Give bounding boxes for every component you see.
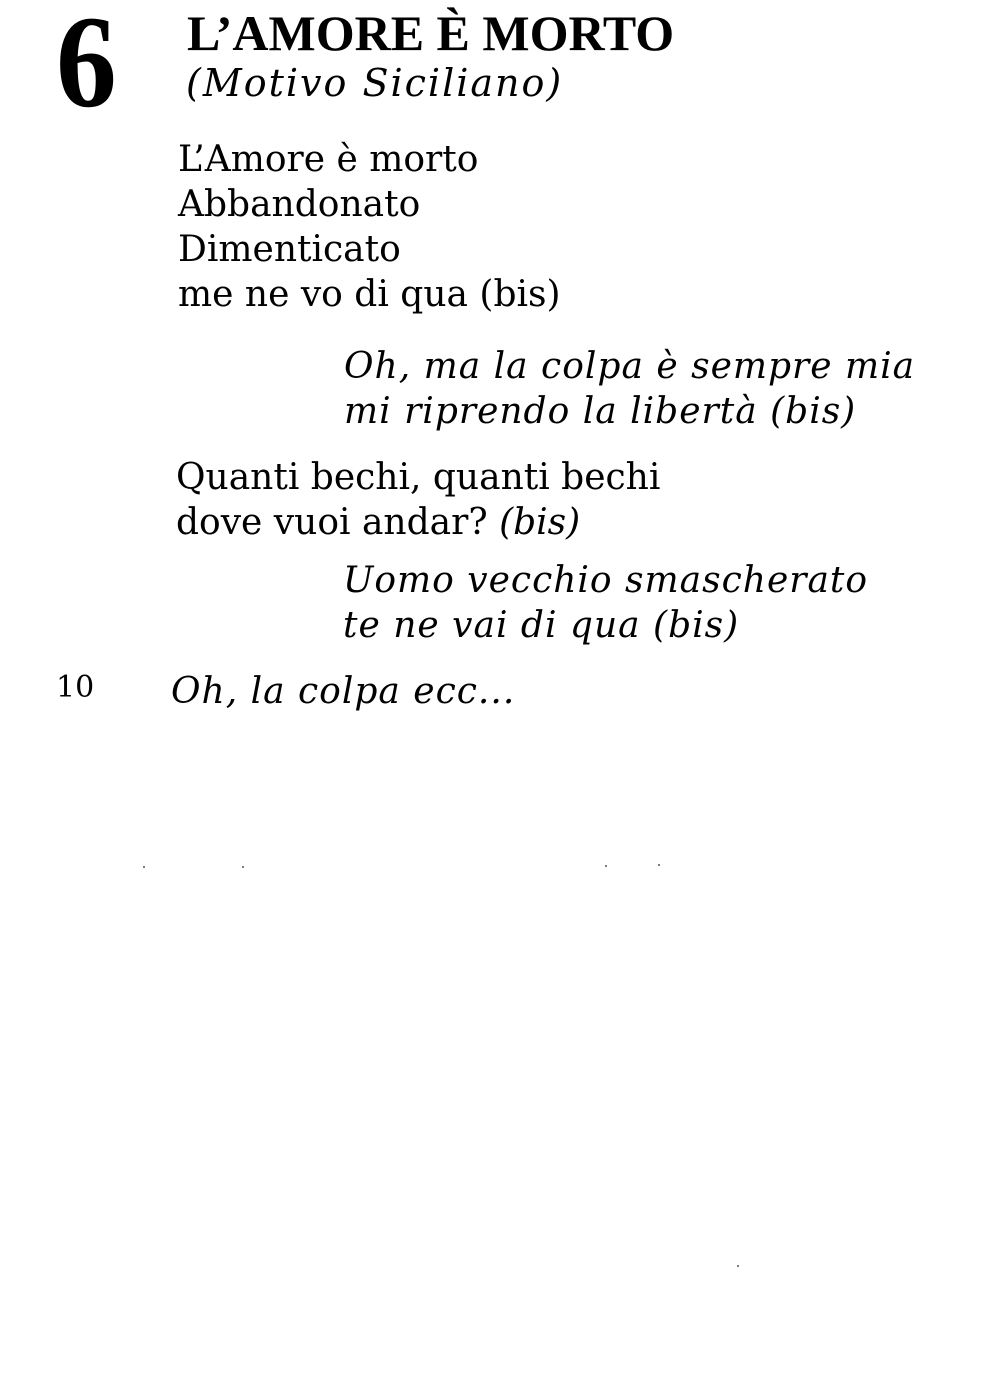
song-number: 6	[56, 0, 115, 135]
closing-line: Oh, la colpa ecc...	[171, 671, 516, 712]
line-number: 10	[56, 670, 95, 705]
stanza-1	[178, 137, 561, 317]
stanza-4	[343, 558, 868, 648]
verse-line: Abbandonato	[178, 184, 421, 225]
verse-line: Uomo vecchio smascherato	[343, 560, 869, 601]
scan-speck	[605, 865, 607, 867]
verse-line: L’Amore è morto	[178, 139, 479, 180]
stanza-2-refrain	[344, 344, 915, 434]
refrain-line: mi riprendo la libertà (bis)	[344, 391, 857, 432]
verse-line-text: dove vuoi andar?	[176, 502, 488, 543]
verse-line: te ne vai di qua (bis)	[343, 605, 740, 646]
song-subtitle: (Motivo Siciliano)	[186, 61, 564, 105]
scan-speck	[143, 866, 145, 868]
song-title: L’AMORE È MORTO	[187, 5, 675, 61]
stanza-3	[176, 455, 660, 545]
verse-line: Quanti bechi, quanti bechi	[176, 457, 661, 498]
bis-marker: (bis)	[499, 502, 581, 543]
verse-line	[176, 500, 660, 545]
verse-line: Dimenticato	[178, 229, 401, 270]
scan-speck	[242, 866, 244, 868]
scan-speck	[658, 864, 660, 866]
scan-speck	[737, 1265, 739, 1267]
verse-line: me ne vo di qua (bis)	[178, 274, 561, 315]
refrain-line: Oh, ma la colpa è sempre mia	[344, 346, 916, 387]
